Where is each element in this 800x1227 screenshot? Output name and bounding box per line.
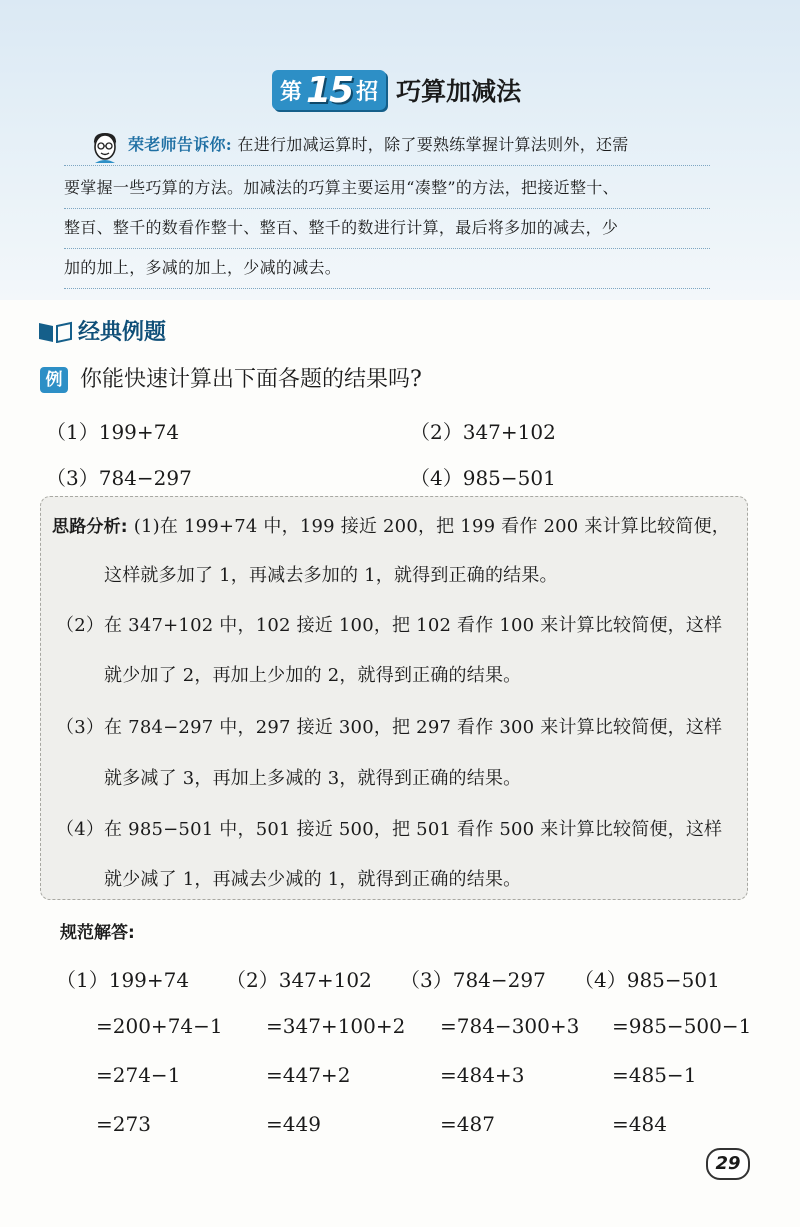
solution-step: =985−500−1 bbox=[612, 1014, 752, 1038]
problem-item: （1）199+74 bbox=[46, 420, 180, 444]
solution-step: （2）347+102 bbox=[226, 968, 372, 992]
title-suffix: 招 bbox=[356, 79, 379, 105]
solution-step: =274−1 bbox=[96, 1063, 181, 1087]
analysis-line: 就多减了 3，再加上多减的 3，就得到正确的结果。 bbox=[104, 768, 522, 789]
tip-label: 荣老师告诉你: bbox=[128, 135, 233, 154]
lesson-title-text: 巧算加减法 bbox=[396, 77, 522, 106]
solution-step: =485−1 bbox=[612, 1063, 697, 1087]
solution-step: =449 bbox=[266, 1112, 321, 1136]
page-number: 29 bbox=[706, 1148, 750, 1180]
example-question: 你能快速计算出下面各题的结果吗? bbox=[80, 367, 422, 392]
analysis-line: 就少加了 2，再加上少加的 2，就得到正确的结果。 bbox=[104, 665, 522, 686]
analysis-line: （3）在 784−297 中，297 接近 300，把 297 看作 300 来计算比较简便，这样 bbox=[56, 717, 723, 738]
lesson-number: 15 bbox=[306, 69, 353, 111]
example-badge: 例 bbox=[40, 367, 68, 393]
lesson-number-badge bbox=[272, 70, 386, 110]
tip-line bbox=[64, 208, 710, 249]
solution-step: （1）199+74 bbox=[56, 968, 190, 992]
tip-line bbox=[64, 248, 710, 289]
analysis-label: 思路分析: bbox=[52, 517, 128, 537]
lesson-title bbox=[272, 66, 521, 114]
tip-text: 加的加上，多减的加上，少减的减去。 bbox=[64, 258, 342, 277]
solution-label: 规范解答: bbox=[60, 923, 135, 943]
tip-text: 要掌握一些巧算的方法。加减法的巧算主要运用“凑整”的方法，把接近整十、 bbox=[64, 178, 619, 197]
problem-item: （3）784−297 bbox=[46, 466, 192, 490]
solution-step: =784−300+3 bbox=[440, 1014, 580, 1038]
solution-step: =447+2 bbox=[266, 1063, 351, 1087]
tip-text: 整百、整千的数看作整十、整百、整千的数进行计算，最后将多加的减去，少 bbox=[64, 218, 619, 237]
solution-step: =484+3 bbox=[440, 1063, 525, 1087]
tip-line bbox=[64, 125, 710, 166]
solution-step: =484 bbox=[612, 1112, 667, 1136]
title-prefix: 第 bbox=[280, 79, 303, 105]
solution-step: =273 bbox=[96, 1112, 151, 1136]
solution-step: =200+74−1 bbox=[96, 1014, 223, 1038]
solution-step: =347+100+2 bbox=[266, 1014, 406, 1038]
analysis-text: (1)在 199+74 中，199 接近 200，把 199 看作 200 来计算比较简便， bbox=[133, 516, 730, 537]
problem-item: （2）347+102 bbox=[410, 420, 556, 444]
tip-text: 在进行加减运算时，除了要熟练掌握计算法则外，还需 bbox=[237, 135, 629, 154]
tip-line bbox=[64, 168, 710, 209]
analysis-line: （2）在 347+102 中，102 接近 100，把 102 看作 100 来计算比较简便，这样 bbox=[56, 615, 723, 636]
analysis-line: 就少减了 1，再减去少减的 1，就得到正确的结果。 bbox=[104, 869, 522, 890]
analysis-line: （4）在 985−501 中，501 接近 500，把 501 看作 500 来计算比较简便，这样 bbox=[56, 819, 723, 840]
analysis-line: 这样就多加了 1，再减去多加的 1，就得到正确的结果。 bbox=[104, 565, 558, 586]
section-title: 经典例题 bbox=[78, 320, 167, 345]
solution-step: =487 bbox=[440, 1112, 495, 1136]
analysis-line bbox=[52, 512, 730, 538]
book-icon bbox=[38, 321, 72, 343]
solution-step: （3）784−297 bbox=[400, 968, 546, 992]
problem-item: （4）985−501 bbox=[410, 466, 556, 490]
solution-step: （4）985−501 bbox=[574, 968, 720, 992]
